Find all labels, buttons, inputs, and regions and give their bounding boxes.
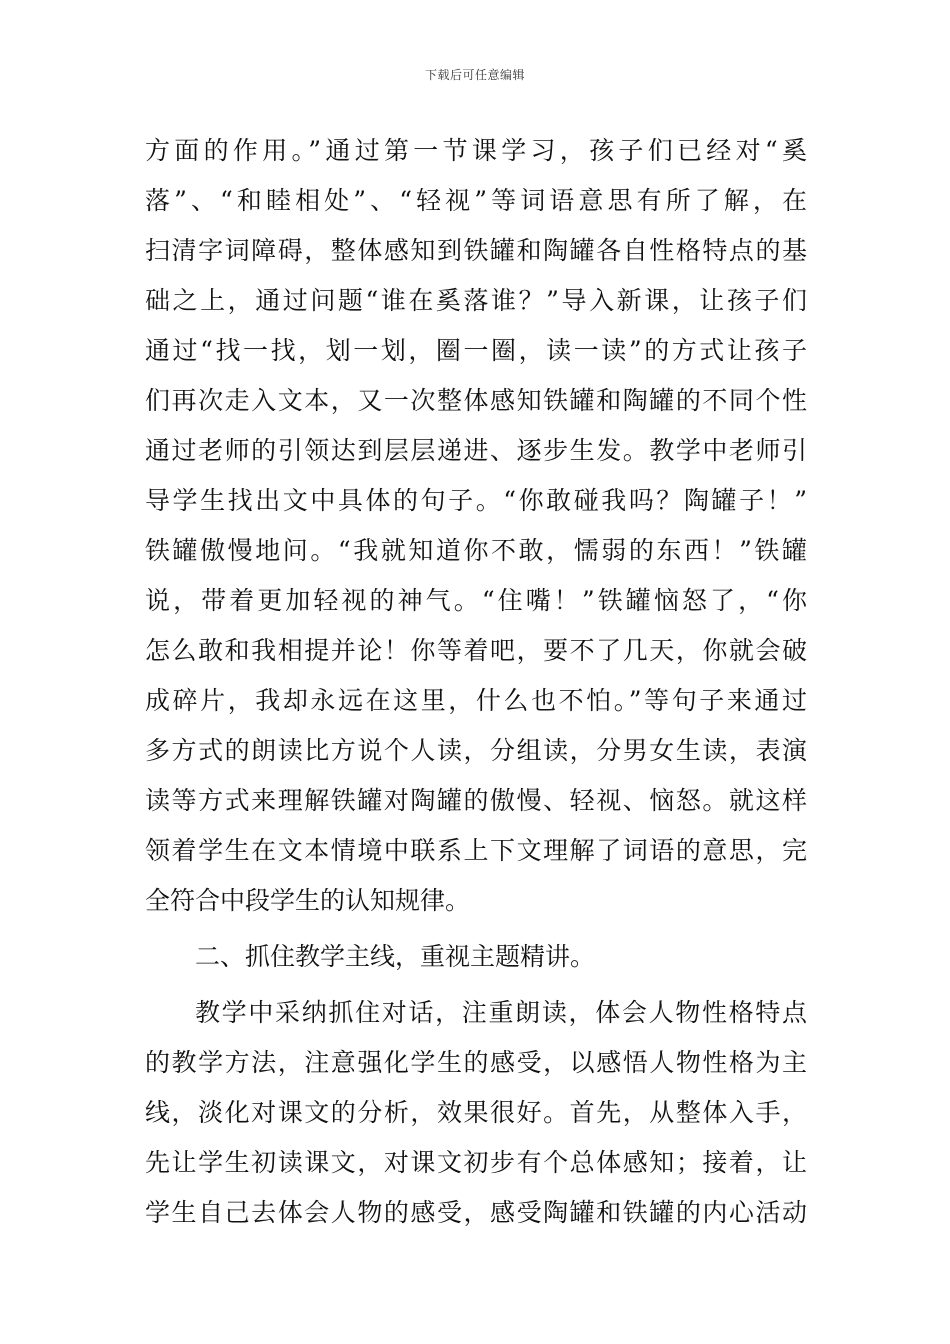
- paragraph-line: 读等方式来理解铁罐对陶罐的傲慢、轻视、恼怒。就这样: [145, 786, 807, 815]
- paragraph-line: 导学生找出文中具体的句子。“你敢碰我吗？陶罐子！”: [145, 486, 807, 515]
- document-body: [145, 126, 807, 1238]
- paragraph-line: 线，淡化对课文的分析，效果很好。首先，从整体入手，: [145, 1098, 807, 1127]
- paragraph-line: 多方式的朗读比方说个人读，分组读，分男女生读，表演: [145, 736, 807, 765]
- paragraph-line: 落”、“和睦相处”、“轻视”等词语意思有所了解，在: [145, 186, 807, 215]
- paragraph-line: 方面的作用。”通过第一节课学习，孩子们已经对“奚: [145, 136, 807, 165]
- paragraph-line: 扫清字词障碍，整体感知到铁罐和陶罐各自性格特点的基: [145, 236, 807, 265]
- paragraph-line: 通过“找一找，划一划，圈一圈，读一读”的方式让孩子: [145, 336, 807, 365]
- section-heading: 二、抓住教学主线，重视主题精讲。: [195, 942, 596, 971]
- paragraph-line: 础之上，通过问题“谁在奚落谁？”导入新课，让孩子们: [145, 286, 807, 315]
- paragraph-line: 领着学生在文本情境中联系上下文理解了词语的意思，完: [145, 836, 807, 865]
- paragraph-line: 通过老师的引领达到层层递进、逐步生发。教学中老师引: [145, 436, 807, 465]
- paragraph-line: 怎么敢和我相提并论！你等着吧，要不了几天，你就会破: [145, 636, 807, 665]
- paragraph-line: 学生自己去体会人物的感受，感受陶罐和铁罐的内心活动: [145, 1198, 807, 1227]
- paragraph-line: 们再次走入文本，又一次整体感知铁罐和陶罐的不同个性: [145, 386, 807, 415]
- paragraph-first-line: 教学中采纳抓住对话，注重朗读，体会人物性格特点: [195, 998, 807, 1027]
- paragraph-line: 先让学生初读课文，对课文初步有个总体感知；接着，让: [145, 1148, 807, 1177]
- paragraph-line: 铁罐傲慢地问。“我就知道你不敢，懦弱的东西！”铁罐: [145, 536, 807, 565]
- paragraph-line: 成碎片，我却永远在这里，什么也不怕。”等句子来通过: [145, 686, 807, 715]
- paragraph-line: 说，带着更加轻视的神气。“住嘴！”铁罐恼怒了，“你: [145, 586, 807, 615]
- page-header: 下载后可任意编辑: [424, 68, 525, 82]
- paragraph-line-last: 全符合中段学生的认知规律。: [145, 886, 471, 915]
- paragraph-line: 的教学方法，注意强化学生的感受，以感悟人物性格为主: [145, 1048, 807, 1077]
